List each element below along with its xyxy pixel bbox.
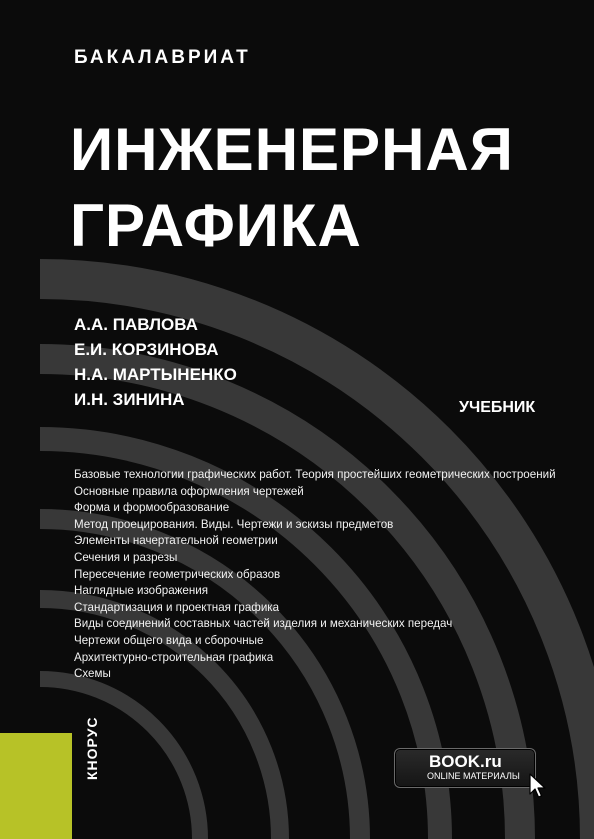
series-label: БАКАЛАВРИАТ	[74, 47, 251, 68]
contents-item: Метод проецирования. Виды. Чертежи и эскизы предметов	[74, 517, 394, 531]
author: А.А. ПАВЛОВА	[74, 315, 198, 334]
cursor-arrow-icon	[528, 772, 548, 800]
contents-item: Наглядные изображения	[74, 584, 209, 598]
contents-item: Пересечение геометрических образов	[74, 567, 281, 581]
contents-item: Схемы	[74, 667, 111, 681]
contents-item: Сечения и разрезы	[74, 550, 178, 564]
badge-title: BOOK.ru	[429, 752, 502, 771]
author: Е.И. КОРЗИНОВА	[74, 340, 219, 359]
contents-item: Стандартизация и проектная графика	[74, 600, 280, 614]
authors-list	[74, 312, 237, 412]
contents-list	[74, 467, 556, 683]
author: Н.А. МАРТЫНЕНКО	[74, 365, 237, 384]
title-line-2: ГРАФИКА	[70, 192, 362, 259]
spine-accent-bar	[0, 733, 72, 839]
contents-item: Элементы начертательной геометрии	[74, 534, 278, 548]
contents-item: Чертежи общего вида и сборочные	[74, 633, 264, 647]
author: И.Н. ЗИНИНА	[74, 390, 185, 409]
contents-item: Форма и формообразование	[74, 501, 230, 515]
book-type-label: УЧЕБНИК	[459, 399, 536, 416]
badge-subtitle: ONLINE МАТЕРИАЛЫ	[427, 771, 520, 781]
title-line-1: ИНЖЕНЕРНАЯ	[70, 116, 514, 183]
contents-item: Виды соединений составных частей изделия и механических передач	[74, 617, 453, 631]
book-ru-badge[interactable]	[394, 748, 536, 788]
contents-item: Базовые технологии графических работ. Теория простейших геометрических построений	[74, 468, 556, 481]
contents-item: Архитектурно-строительная графика	[74, 650, 274, 664]
book-title	[70, 112, 514, 264]
contents-item: Основные правила оформления чертежей	[74, 484, 304, 498]
publisher-name: КНОРУС	[84, 716, 100, 780]
